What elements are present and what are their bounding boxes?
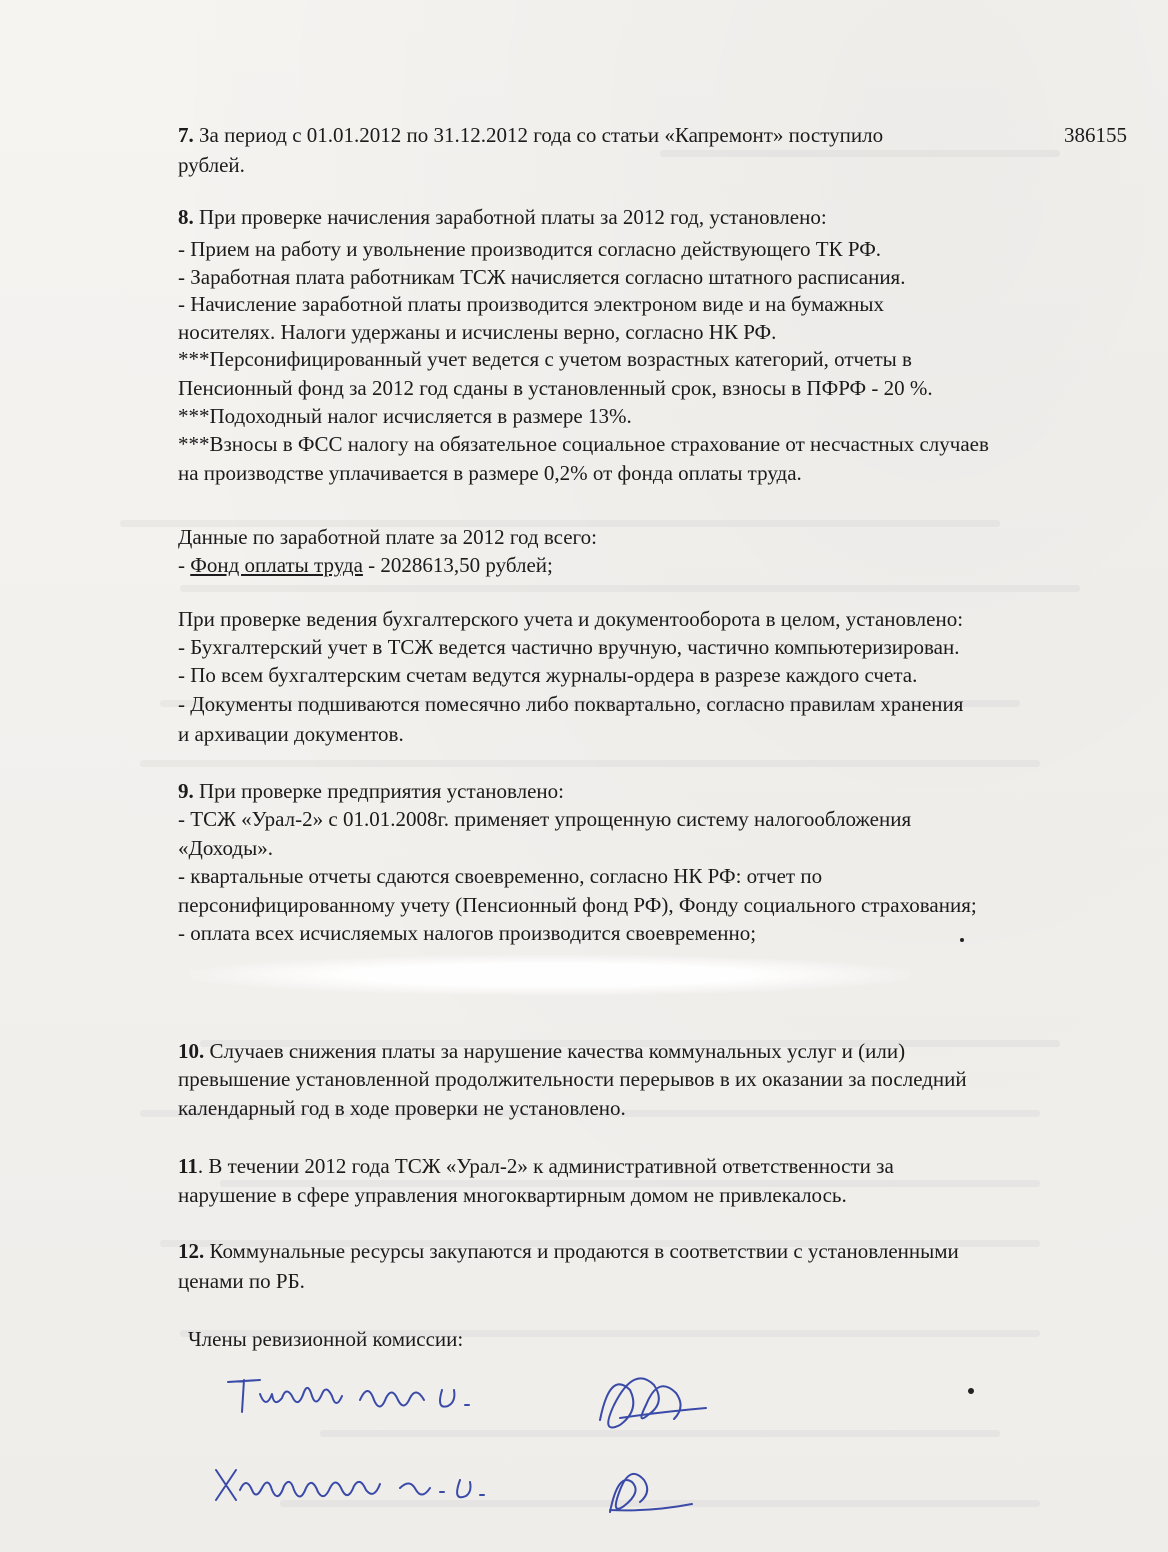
accounting-line4: и архивации документов.: [178, 722, 404, 746]
item11-line2: нарушение в сфере управления многоквартирным домом не привлекалось.: [178, 1183, 847, 1207]
salary-fund-prefix: -: [178, 553, 191, 577]
item9-number: 9.: [178, 779, 194, 803]
item9-line1: - ТСЖ «Урал-2» с 01.01.2008г. применяет упрощенную систему налогообложения: [178, 807, 912, 831]
item8-line3: - Начисление заработной платы производится электроном виде и на бумажных: [178, 292, 884, 316]
salary-intro: Данные по заработной плате за 2012 год всего:: [178, 525, 597, 549]
bleed-through-background: [120, 0, 1100, 1552]
item7-text: За период с 01.01.2012 по 31.12.2012 года со статьи «Капремонт» поступило: [193, 123, 884, 147]
item8-line7: ***Подоходный налог исчисляется в размере 13%.: [178, 404, 632, 428]
salary-fund-label: Фонд оплаты труда: [190, 553, 363, 577]
item8-line6: Пенсионный фонд за 2012 год сданы в установленный срок, взносы в ПФРФ - 20 %.: [178, 376, 933, 400]
ink-dot: [968, 1388, 974, 1394]
item10-line3: календарный год в ходе проверки не установлено.: [178, 1096, 626, 1120]
item9-intro: [178, 779, 564, 803]
item7-amount: 386155: [1064, 123, 1127, 147]
salary-fund-line: [178, 553, 553, 577]
item9-line2: «Доходы».: [178, 836, 273, 860]
item8-line2: - Заработная плата работникам ТСЖ начисляется согласно штатного расписания.: [178, 265, 906, 289]
item10-text: Случаев снижения платы за нарушение качества коммунальных услуг и (или): [204, 1039, 906, 1063]
item8-intro: [178, 205, 827, 229]
item7-line1: [178, 123, 883, 147]
item9-line5: - оплата всех исчисляемых налогов производится своевременно;: [178, 921, 757, 945]
item11-text: . В течении 2012 года ТСЖ «Урал-2» к административной ответственности за: [197, 1154, 894, 1178]
item9-intro-text: При проверке предприятия установлено:: [193, 779, 565, 803]
item8-line8: ***Взносы в ФСС налогу на обязательное социальное страхование от несчастных случаев: [178, 432, 989, 456]
item8-line1: - Прием на работу и увольнение производится согласно действующего ТК РФ.: [178, 237, 882, 261]
accounting-intro: При проверке ведения бухгалтерского учета и документооборота в целом, установлено:: [178, 607, 964, 631]
item7-number: 7.: [178, 123, 194, 147]
item12-line1: [178, 1239, 959, 1263]
item8-line4: носителях. Налоги удержаны и исчислены верно, согласно НК РФ.: [178, 320, 777, 344]
item8-number: 8.: [178, 205, 194, 229]
item9-line3: - квартальные отчеты сдаются своевременно, согласно НК РФ: отчет по: [178, 864, 823, 888]
accounting-line1: - Бухгалтерский учет в ТСЖ ведется частично вручную, частично компьютеризирован.: [178, 635, 960, 659]
accounting-line3: - Документы подшиваются помесячно либо поквартально, согласно правилам хранения: [178, 692, 964, 716]
item10-line1: [178, 1039, 905, 1063]
item10-number: 10.: [178, 1039, 205, 1063]
item11-number: 11: [178, 1154, 198, 1178]
item8-intro-text: При проверке начисления заработной платы за 2012 год, установлено:: [193, 205, 827, 229]
erasure-smudge: [190, 955, 910, 995]
item12-text: Коммунальные ресурсы закупаются и продаются в соответствии с установленными: [204, 1239, 959, 1263]
commission-label: Члены ревизионной комиссии:: [188, 1327, 464, 1351]
item7-line2: рублей.: [178, 153, 245, 177]
ink-dot: [960, 938, 964, 942]
item12-line2: ценами по РБ.: [178, 1269, 305, 1293]
accounting-line2: - По всем бухгалтерским счетам ведутся журналы-ордера в разрезе каждого счета.: [178, 663, 918, 687]
item9-line4: персонифицированному учету (Пенсионный фонд РФ), Фонду социального страхования;: [178, 893, 977, 917]
item10-line2: превышение установленной продолжительности перерывов в их оказании за последний: [178, 1067, 967, 1091]
item8-line9: на производстве уплачивается в размере 0,2% от фонда оплаты труда.: [178, 461, 802, 485]
item12-number: 12.: [178, 1239, 205, 1263]
item11-line1: [178, 1154, 894, 1178]
salary-fund-value: - 2028613,50 рублей;: [362, 553, 553, 577]
item8-line5: ***Персонифицированный учет ведется с учетом возрастных категорий, отчеты в: [178, 347, 912, 371]
